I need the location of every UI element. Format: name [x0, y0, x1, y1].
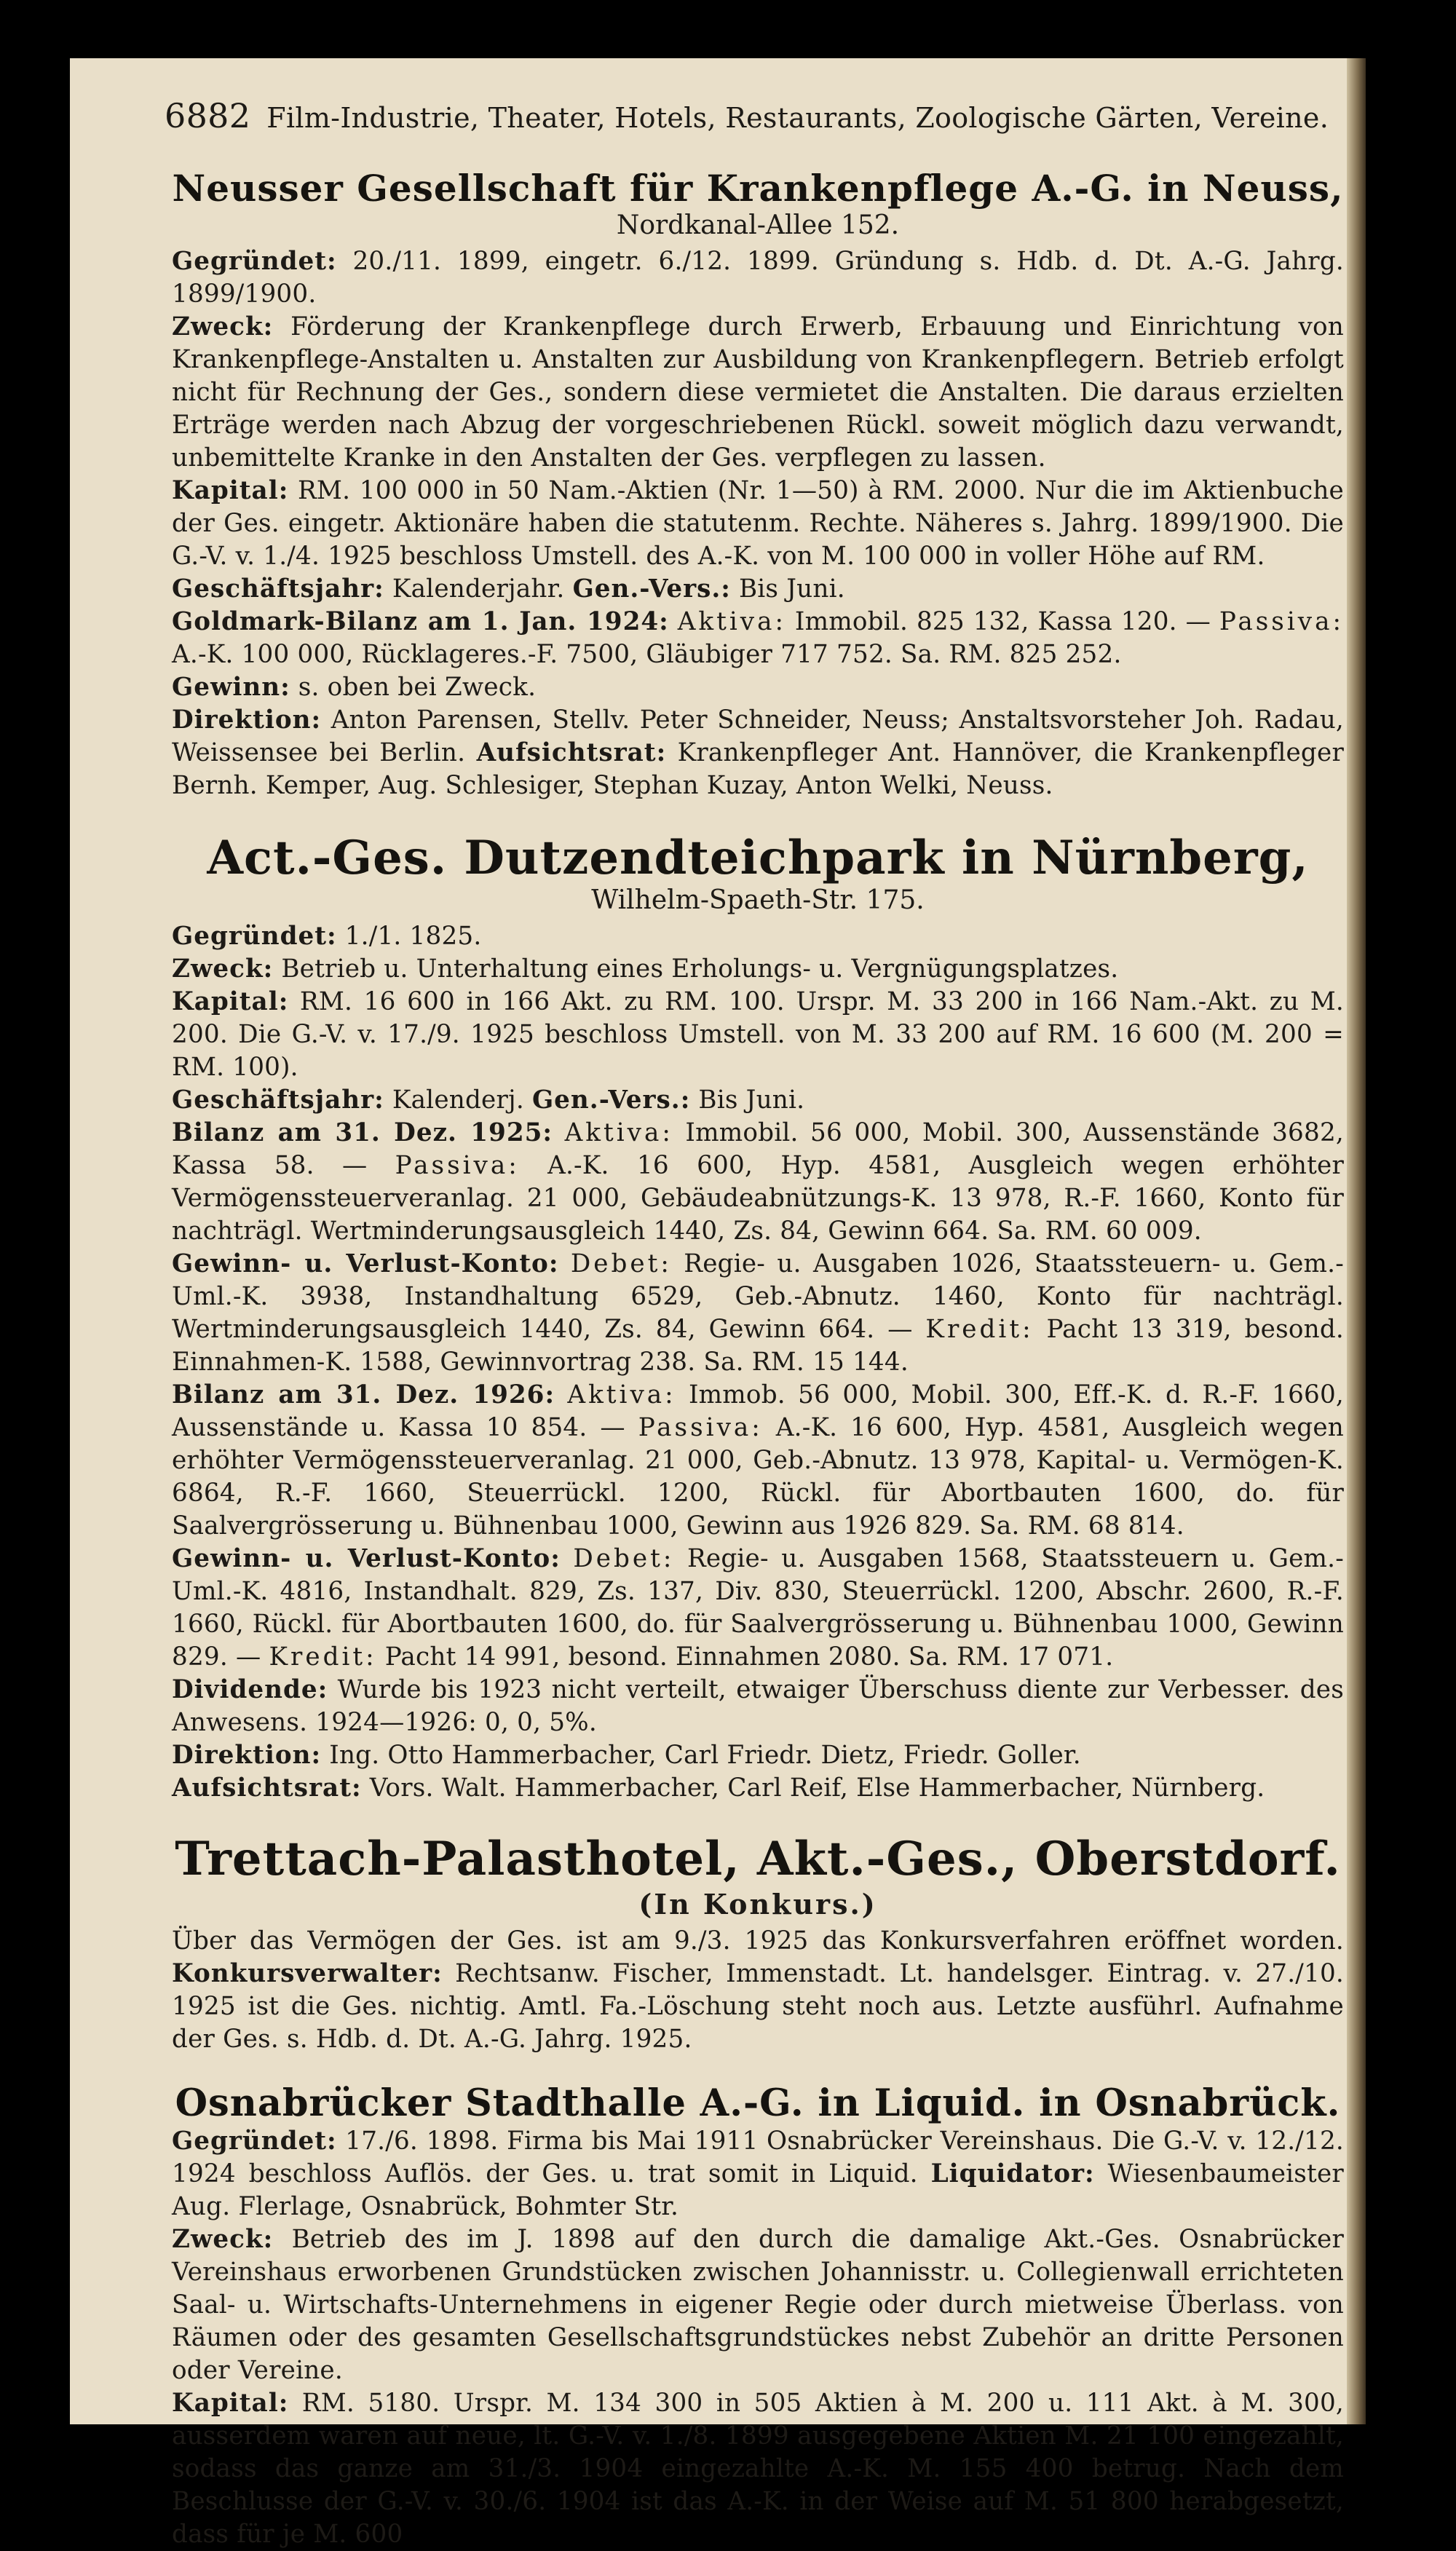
zweck-paragraph: Zweck: Betrieb u. Unterhaltung eines Erholungs- u. Vergnügungsplatzes. [172, 954, 1119, 984]
bilanz-1925-paragraph: Bilanz am 31. Dez. 1925: Aktiva: Immobil. 56 000, Mobil. 300, Aussenstände 3682, Kassa 58. — Passiva: A.-K. 16 600, Hyp. 4581, Ausgleich wegen erhöhter Vermögenssteuerveranlag. 21 000, Gebäudeabnützungs-K. 13 978, R.-F. 1660, Konto für nachträgl. Wertminderungsausgleich 1440, Zs. 84, Gewinn 664. Sa. RM. 60 009. [172, 1118, 1344, 1246]
page-sheet [70, 58, 1366, 2549]
kapital-paragraph: Kapital: RM. 5180. Urspr. M. 134 300 in 505 Aktien à M. 200 u. 111 Akt. à M. 300, ausserdem waren auf neue, lt. G.-V. v. 1./8. 1899 ausgegebene Aktien M. 21 100 eingezahlt, sodass das ganze am 31./3. 1904 eingezahlte A.-K. M. 155 400 betrug. Nach dem Beschlusse der G.-V. v. 30./6. 1904 ist das A.-K. in der Weise auf M. 51 800 herabgesetzt, dass für je M. 600 [172, 2388, 1344, 2549]
running-header [165, 96, 1344, 135]
gegruendet-paragraph: Gegründet: 17./6. 1898. Firma bis Mai 1911 Osnabrücker Vereinshaus. Die G.-V. v. 12./12. 1924 beschloss Auflös. der Ges. u. trat somit in Liquid. Liquidator: Wiesenbaumeister Aug. Flerlage, Osnabrück, Bohmter Str. [172, 2126, 1344, 2221]
zweck-paragraph: Zweck: Förderung der Krankenpflege durch Erwerb, Erbauung und Einrichtung von Krankenpflege-Anstalten u. Anstalten zur Ausbildung von Krankenpflegern. Betrieb erfolgt nicht für Rechnung der Ges., sondern diese vermietet die Anstalten. Die daraus erzielten Erträge werden nach Abzug der vorgeschriebenen Rückl. soweit möglich dazu verwandt, unbemittelte Kranke in den Anstalten der Ges. verpflegen zu lassen. [172, 312, 1344, 472]
dividende-paragraph: Dividende: Wurde bis 1923 nicht verteilt, etwaiger Überschuss diente zur Verbesser. des Anwesens. 1924—1926: 0, 0, 5%. [172, 1675, 1344, 1738]
konkurs-paragraph: Über das Vermögen der Ges. ist am 9./3. 1925 das Konkursverfahren eröffnet worden. Konkursverwalter: Rechtsanw. Fischer, Immenstadt. Lt. handelsger. Eintrag. v. 27./10. 1925 ist die Ges. nichtig. Amtl. Fa.-Löschung steht noch aus. Letzte ausführl. Aufnahme der Ges. s. Hdb. d. Dt. A.-G. Jahrg. 1925. [172, 1926, 1344, 2054]
entry-trettach-palasthotel [172, 1832, 1344, 2056]
kapital-paragraph: Kapital: RM. 16 600 in 166 Akt. zu RM. 100. Urspr. M. 33 200 in 166 Nam.-Akt. zu M. 200. Die G.-V. v. 17./9. 1925 beschloss Umstell. von M. 33 200 auf RM. 16 600 (M. 200 = RM. 100). [172, 987, 1344, 1083]
bilanz-1926-paragraph: Bilanz am 31. Dez. 1926: Aktiva: Immob. 56 000, Mobil. 300, Eff.-K. d. R.-F. 1660, Aussenstände u. Kassa 10 854. — Passiva: A.-K. 16 600, Hyp. 4581, Ausgleich wegen erhöhter Vermögenssteuerveranlag. 21 000, Geb.-Abnutz. 13 978, Kapital- u. Vermögen-K. 6864, R.-F. 1660, Steuerrückl. 1200, Rückl. für Abortbauten 1600, do. für Saalvergrösserung u. Bühnenbau 1000, Gewinn aus 1926 829. Sa. RM. 68 814. [172, 1380, 1345, 1541]
konkurs-status: (In Konkurs.) [638, 1888, 877, 1921]
zweck-paragraph: Zweck: Betrieb des im J. 1898 auf den durch die damalige Akt.-Ges. Osnabrücker Vereinshaus erworbenen Grundstücken zwischen Johannisstr. u. Collegienwall errichteten Saal- u. Wirtschafts-Unternehmens in eigener Regie oder durch mietweise Überlass. von Räumen oder des gesamten Gesellschaftsgrundstückes nebst Zubehör an dritte Personen oder Vereine. [172, 2224, 1344, 2385]
direktion-paragraph: Direktion: Anton Parensen, Stellv. Peter Schneider, Neuss; Anstaltsvorsteher Joh. Radau, Weissensee bei Berlin. Aufsichtsrat: Krankenpfleger Ant. Hannöver, die Krankenpfleger Bernh. Kemper, Aug. Schlesiger, Stephan Kuzay, Anton Welki, Neuss. [172, 705, 1344, 800]
gewinn-paragraph: Gewinn: s. oben bei Zweck. [172, 672, 537, 702]
text-column [172, 167, 1344, 2551]
entry-title: Neusser Gesellschaft für Krankenpflege A.-G. in Neuss, [172, 167, 1344, 210]
entry-address: Wilhelm-Spaeth-Str. 175. [591, 885, 925, 916]
direktion-paragraph: Direktion: Ing. Otto Hammerbacher, Carl Friedr. Dietz, Friedr. Goller. [172, 1741, 1081, 1771]
page-edge-shadow [1347, 58, 1366, 2424]
entry-title: Osnabrücker Stadthalle A.-G. in Liquid. in Osnabrück. [175, 2081, 1341, 2126]
geschaeftsjahr-paragraph: Geschäftsjahr: Kalenderjahr. Gen.-Vers.: Bis Juni. [172, 574, 845, 604]
entry-address: Nordkanal-Allee 152. [616, 210, 900, 240]
geschaeftsjahr-paragraph: Geschäftsjahr: Kalenderj. Gen.-Vers.: Bis Juni. [172, 1085, 805, 1115]
running-head-text: Film-Industrie, Theater, Hotels, Restaurants, Zoologische Gärten, Vereine. [266, 102, 1329, 134]
page-number: 6882 [165, 96, 251, 135]
guv-1925-paragraph: Gewinn- u. Verlust-Konto: Debet: Regie- u. Ausgaben 1026, Staatssteuern- u. Gem.-Uml.-K. 3938, Instandhaltung 6529, Geb.-Abnutz. 1460, Konto für nachträgl. Wertminderungsausgleich 1440, Zs. 84, Gewinn 664. — Kredit: Pacht 13 319, besond. Einnahmen-K. 1588, Gewinnvortrag 238. Sa. RM. 15 144. [172, 1249, 1344, 1377]
aufsichtsrat-paragraph: Aufsichtsrat: Vors. Walt. Hammerbacher, Carl Reif, Else Hammerbacher, Nürnberg. [172, 1773, 1265, 1803]
entry-dutzendteichpark [172, 831, 1344, 1806]
entry-title: Act.-Ges. Dutzendteichpark in Nürnberg, [207, 830, 1309, 885]
entry-osnabruecker-stadthalle [172, 2082, 1344, 2551]
gegruendet-paragraph: Gegründet: 1./1. 1825. [172, 922, 482, 952]
gegruendet-paragraph: Gegründet: 20./11. 1899, eingetr. 6./12. 1899. Gründung s. Hdb. d. Dt. A.-G. Jahrg. 1899/1900. [172, 246, 1344, 309]
bilanz-paragraph: Goldmark-Bilanz am 1. Jan. 1924: Aktiva: Immobil. 825 132, Kassa 120. — Passiva: A.-K. 100 000, Rücklageres.-F. 7500, Gläubiger 717 752. Sa. RM. 825 252. [172, 606, 1344, 669]
entry-title: Trettach-Palasthotel, Akt.-Ges., Oberstdorf. [175, 1832, 1341, 1887]
guv-1926-paragraph: Gewinn- u. Verlust-Konto: Debet: Regie- u. Ausgaben 1568, Staatssteuern u. Gem.-Uml.-K. 4816, Instandhalt. 829, Zs. 137, Div. 830, Steuerrückl. 1200, Abschr. 2600, R.-F. 1660, Rückl. für Abortbauten 1600, do. für Saalvergrösserung u. Bühnenbau 1000, Gewinn 829. — Kredit: Pacht 14 991, besond. Einnahmen 2080. Sa. RM. 17 071. [172, 1544, 1344, 1672]
kapital-paragraph: Kapital: RM. 100 000 in 50 Nam.-Aktien (Nr. 1—50) à RM. 2000. Nur die im Aktienbuche der Ges. eingetr. Aktionäre haben die statutenm. Rechte. Näheres s. Jahrg. 1899/1900. Die G.-V. v. 1./4. 1925 beschloss Umstell. des A.-K. von M. 100 000 in voller Höhe auf RM. [172, 475, 1344, 571]
entry-neusser-krankenpflege [172, 167, 1344, 802]
